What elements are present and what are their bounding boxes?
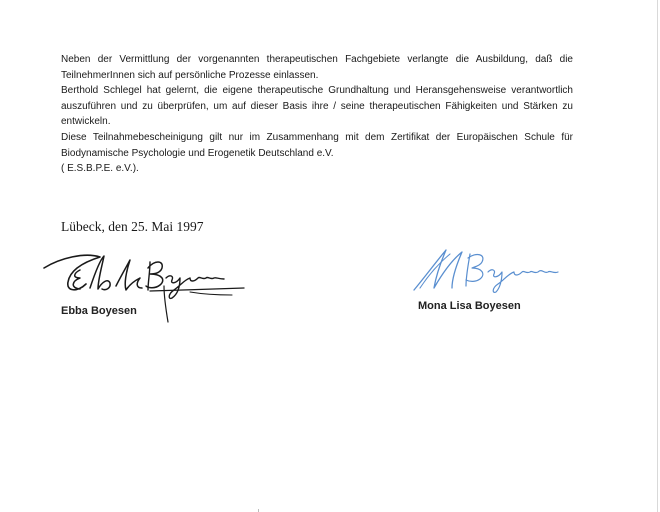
certificate-body — [61, 52, 573, 177]
page-edge — [657, 0, 658, 512]
signer-name-right: Mona Lisa Boyesen — [418, 300, 521, 312]
place-and-date: Lübeck, den 25. Mai 1997 — [61, 219, 204, 234]
paragraph-validity: Diese Teilnahmebescheinigung gilt nur im Zusammenhang mit dem Zertifikat der Europäischen Schule für Biodynamische Psychologie und Erogenetik Deutschland e.V. — [61, 131, 573, 159]
signature-mona-lisa-boyesen — [410, 244, 570, 296]
paragraph-organization-abbreviation: ( E.S.B.P.E. e.V.). — [61, 163, 139, 175]
signer-name-left: Ebba Boyesen — [61, 305, 137, 317]
paragraph-training-requirements: Neben der Vermittlung der vorgenannten therapeutischen Fachgebiete verlangte die Ausbildung, daß die TeilnehmerInnen sich auf persönliche Prozesse einlassen. — [61, 54, 573, 81]
paragraph-participant-skills: Berthold Schlegel hat gelernt, die eigene therapeutische Grundhaltung und Heransgehensweise verantwortlich auszuführen und zu überprüfen, um auf dieser Basis ihre / seine therapeutischen Fähigkeiten und Stärken zu entwickeln. — [61, 85, 573, 128]
